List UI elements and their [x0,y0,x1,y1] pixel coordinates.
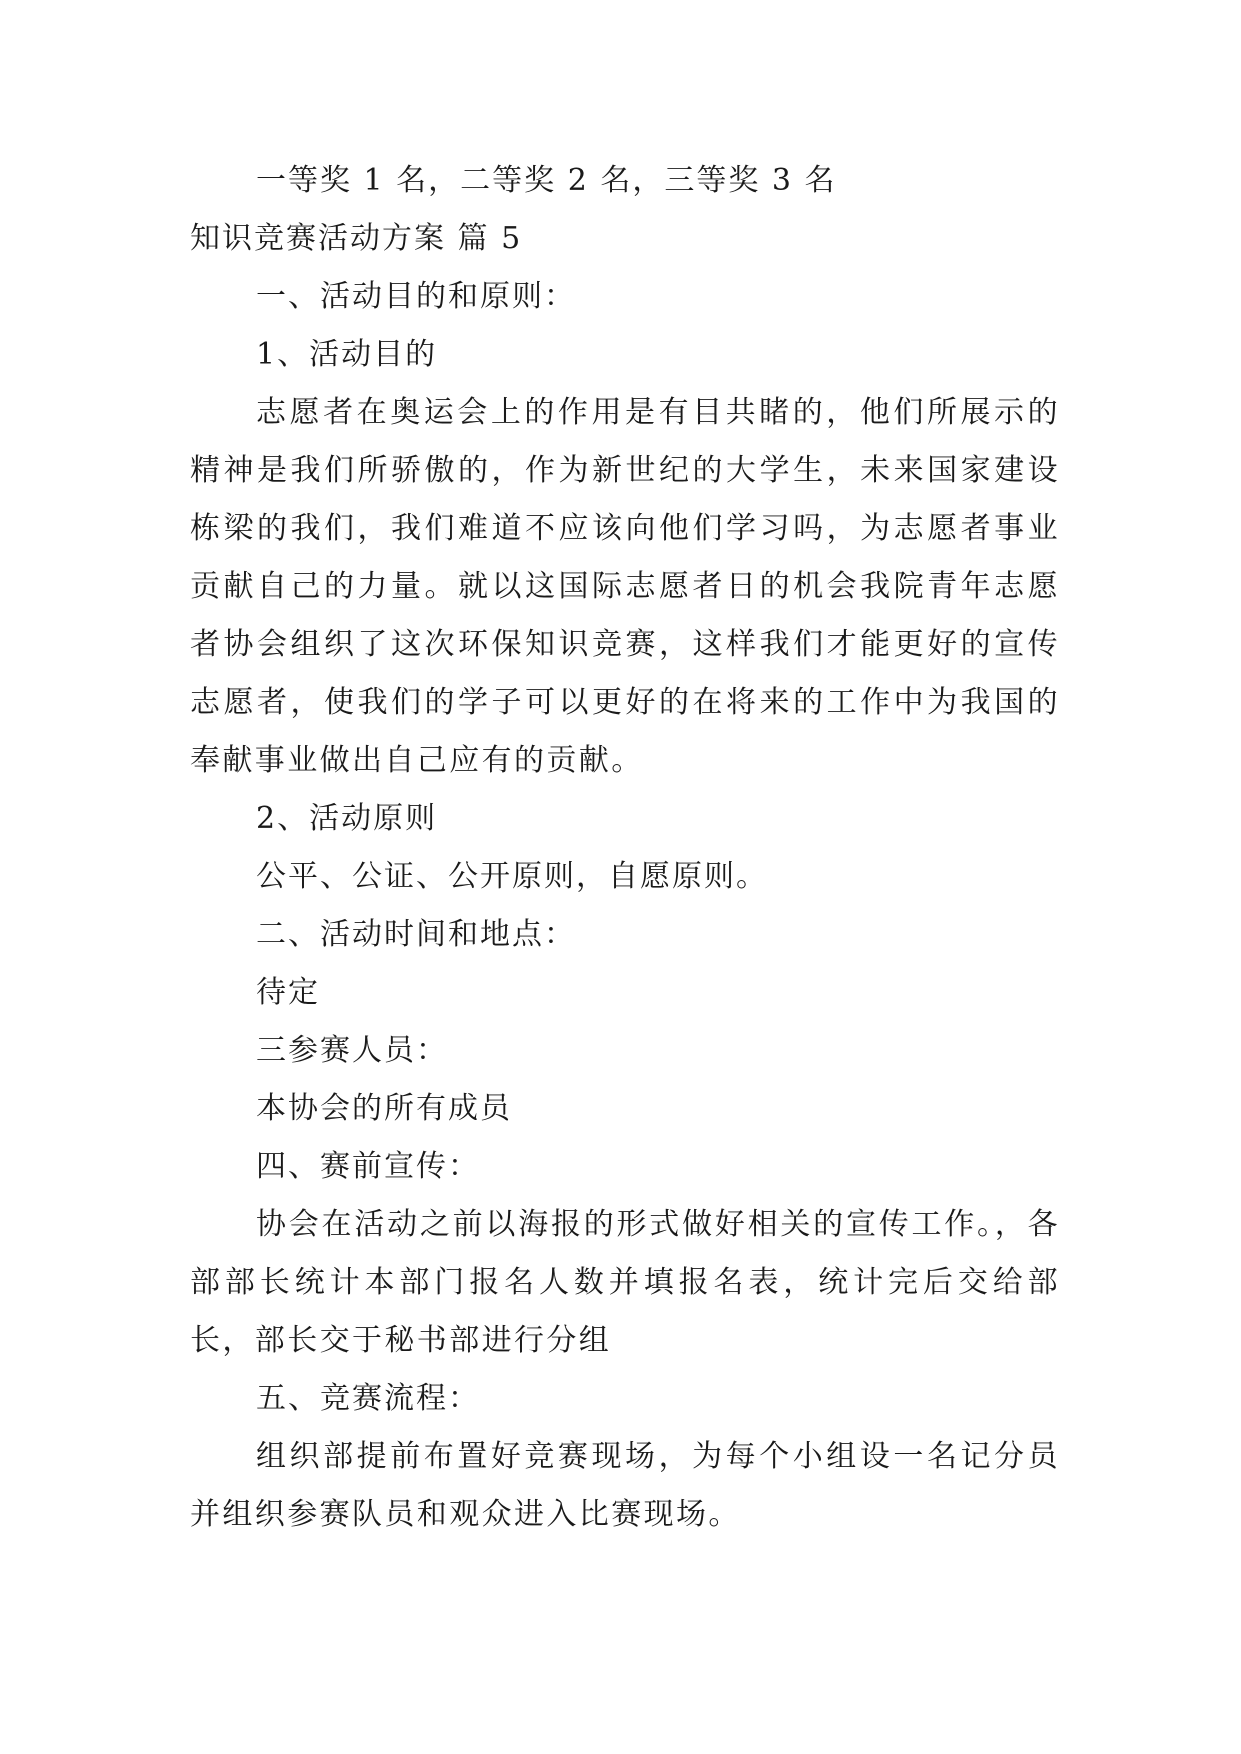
heading-participants: 三参赛人员： [256,1033,448,1068]
heading-activity-principles: 2、活动原则 [256,801,438,836]
heading-activity-purpose: 1、活动目的 [256,337,438,372]
heading-purpose-principles: 一、活动目的和原则： [256,279,576,314]
paragraph-purpose: 志愿者在奥运会上的作用是有目共睹的，他们所展示的精神是我们所骄傲的，作为新世纪的大学生，未来国家建设栋梁的我们，我们难道不应该向他们学习吗，为志愿者事业贡献自己的力量。就以这国际志愿者日的机会我院青年志愿者协会组织了这次环保知识竞赛，这样我们才能更好的宣传志愿者，使我们的学子可以更好的在将来的工作中为我国的奉献事业做出自己应有的贡献。 [190,395,1060,778]
heading-promotion: 四、赛前宣传： [256,1149,480,1184]
paragraph-promotion: 协会在活动之前以海报的形式做好相关的宣传工作。，各部部长统计本部门报名人数并填报名表，统计完后交给部长，部长交于秘书部进行分组 [190,1207,1060,1358]
heading-time-location: 二、活动时间和地点： [256,917,576,952]
participants-text: 本协会的所有成员 [256,1091,512,1126]
principle-text: 公平、公证、公开原则，自愿原则。 [256,859,768,894]
section-title: 知识竞赛活动方案 篇 5 [190,221,523,256]
heading-competition-flow: 五、竞赛流程： [256,1381,480,1416]
time-location-text: 待定 [256,975,320,1010]
paragraph-flow: 组织部提前布置好竞赛现场，为每个小组设一名记分员并组织参赛队员和观众进入比赛现场。 [190,1439,1060,1532]
document-body [190,152,1060,1544]
award-line: 一等奖 1 名，二等奖 2 名，三等奖 3 名 [256,163,837,198]
